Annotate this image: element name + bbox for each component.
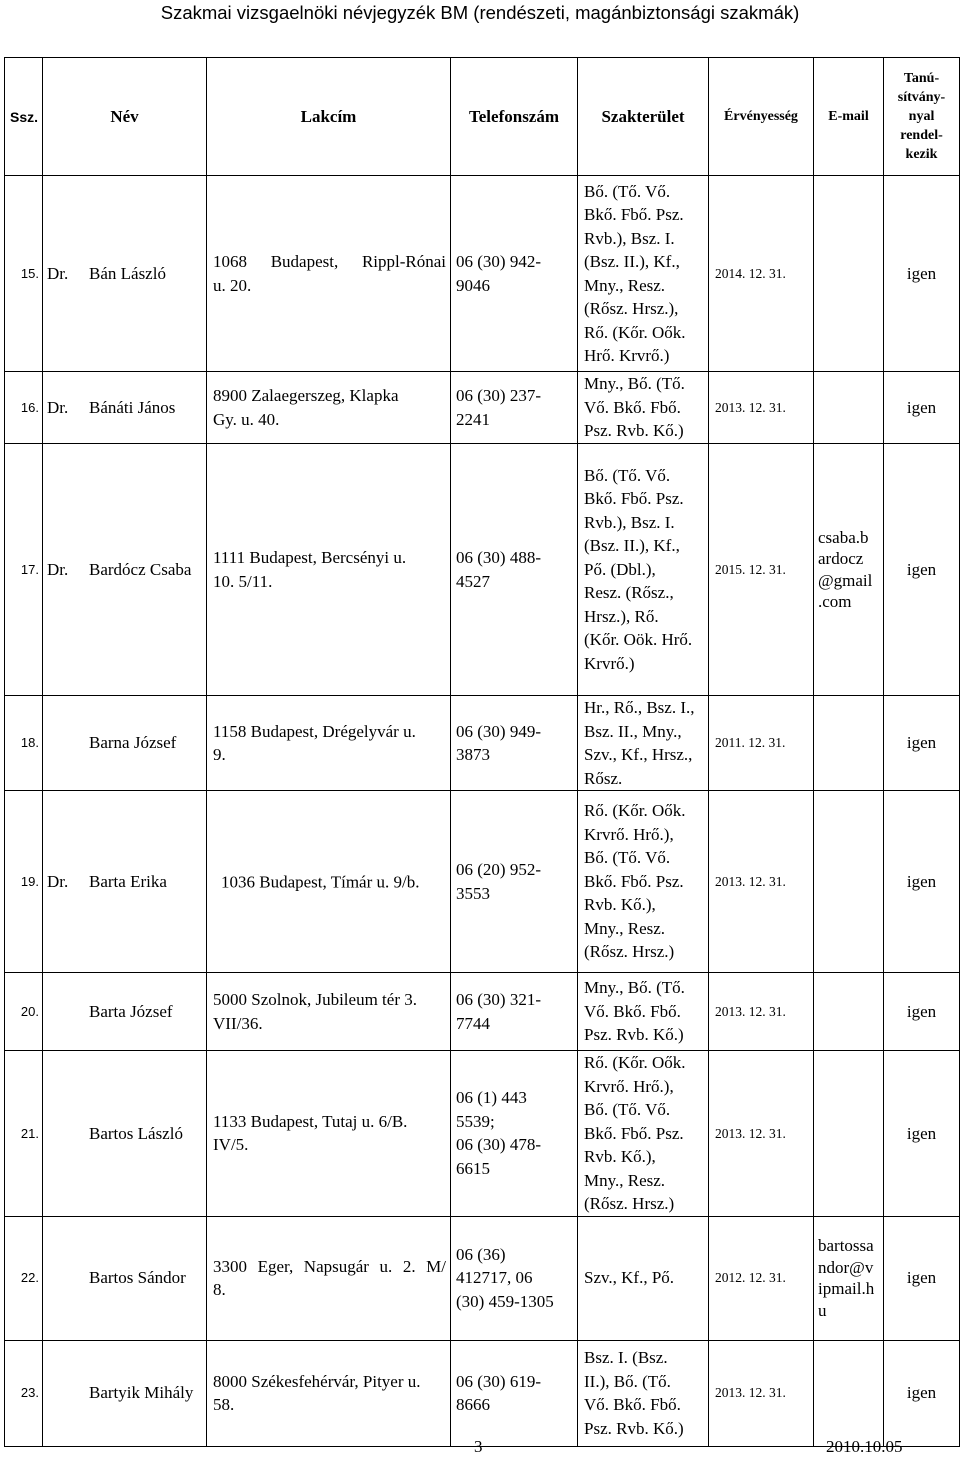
field-line: Psz. Rvb. Kő.) [584, 1025, 684, 1045]
row-name [43, 1340, 207, 1446]
name-prefix: Dr. [47, 871, 69, 891]
row-ssz: 21. [5, 1051, 43, 1217]
address-line: 9. [213, 745, 226, 764]
field-line: Bkő. Fbő. Psz. [584, 205, 684, 224]
field-line: Krvrő. Hrő.), [584, 824, 674, 844]
row-validity: 2013. 12. 31. [709, 372, 814, 444]
address-line: u. 20. [213, 275, 252, 295]
field-line: Rősz. [584, 768, 623, 788]
person-name: Barna József [89, 733, 177, 753]
field-line: Bkő. Fbő. Psz. [584, 1123, 684, 1143]
row-validity: 2012. 12. 31. [709, 1216, 814, 1340]
row-ssz: 19. [5, 791, 43, 973]
phone-line: 06 (1) 443 [456, 1088, 527, 1108]
row-validity: 2014. 12. 31. [709, 176, 814, 372]
row-validity: 2013. 12. 31. [709, 1051, 814, 1217]
row-field [578, 696, 709, 791]
header-email: E-mail [814, 58, 884, 176]
row-email [814, 372, 884, 444]
email-line: bartossa [818, 1236, 874, 1255]
field-line: Rő. (Kőr. Oők. [584, 322, 686, 342]
address-line: 1036 Budapest, Tímár u. 9/b. [221, 871, 420, 891]
phone-line: 06 (20) 952- [456, 860, 541, 879]
person-name: Bánáti János [89, 397, 176, 417]
row-certificate: igen [884, 973, 960, 1051]
email-line: csaba.b [818, 527, 869, 547]
row-validity: 2013. 12. 31. [709, 973, 814, 1051]
table-row [5, 696, 960, 791]
row-certificate: igen [884, 791, 960, 973]
field-line: Krvrő.) [584, 653, 635, 673]
page-number: 3 [474, 1437, 483, 1456]
name-prefix: Dr. [47, 263, 69, 283]
field-line: Vő. Bkő. Fbő. [584, 397, 681, 417]
address-line: 1158 Budapest, Drégelyvár u. [213, 721, 416, 741]
row-ssz: 15. [5, 176, 43, 372]
table-row [5, 1051, 960, 1217]
row-ssz: 20. [5, 973, 43, 1051]
address-line: IV/5. [213, 1135, 249, 1155]
row-field [578, 176, 709, 372]
row-name [43, 176, 207, 372]
header-row [5, 58, 960, 176]
row-phone [451, 372, 578, 444]
phone-line: 6615 [456, 1158, 490, 1178]
field-line: (Bsz. II.), Kf., [584, 252, 680, 271]
field-line: (Rősz. Hrsz.), [584, 299, 679, 318]
field-line: Mny., Resz. [584, 918, 666, 938]
address-line: 8900 Zalaegerszeg, Klapka [213, 386, 399, 405]
field-line: Bő. (Tő. Vő. [584, 848, 671, 868]
field-line: Pő. (Dbl.), [584, 559, 656, 579]
header-name: Név [43, 58, 207, 176]
footer-date: 2010.10.05 [826, 1437, 903, 1456]
row-name [43, 696, 207, 791]
row-certificate: igen [884, 1216, 960, 1340]
header-phone: Telefonszám [451, 58, 578, 176]
field-line: Krvrő. Hrő.), [584, 1076, 674, 1096]
table-row [5, 791, 960, 973]
phone-line: 06 (30) 237- [456, 386, 541, 405]
field-line: (Bsz. II.), Kf., [584, 536, 680, 556]
address-line: 3300 Eger, Napsugár u. 2. M/ [213, 1256, 446, 1276]
email-line: ndor@v [818, 1257, 874, 1277]
row-field [578, 1216, 709, 1340]
row-phone [451, 1051, 578, 1217]
header-certificate-line: rendel- [900, 128, 943, 143]
name-prefix: Dr. [47, 559, 69, 579]
phone-line: 06 (30) 321- [456, 990, 541, 1009]
field-line: Hr., Rő., Bsz. I., [584, 698, 695, 717]
row-email [814, 1216, 884, 1340]
examiner-registry-table [4, 57, 960, 1447]
field-line: Rvb.), Bsz. I. [584, 228, 675, 248]
field-line: (Kőr. Oök. Hrő. [584, 630, 693, 650]
field-line: Mny., Resz. [584, 1170, 666, 1190]
field-line: II.), Bő. (Tő. [584, 1371, 671, 1391]
row-field [578, 444, 709, 696]
row-name [43, 1051, 207, 1217]
field-line: Resz. (Rősz., [584, 583, 674, 603]
person-name: Bardócz Csaba [89, 559, 192, 579]
row-phone [451, 1216, 578, 1340]
row-ssz: 17. [5, 444, 43, 696]
field-line: Psz. Rvb. Kő.) [584, 1418, 684, 1438]
row-certificate: igen [884, 444, 960, 696]
row-email [814, 791, 884, 973]
address-line: 8000 Székesfehérvár, Pityer u. [213, 1371, 421, 1391]
email-line: ardocz [818, 549, 864, 568]
field-line: Rő. (Kőr. Oők. [584, 1053, 686, 1072]
person-name: Bán László [89, 263, 166, 283]
row-phone [451, 973, 578, 1051]
field-line: Bő. (Tő. Vő. [584, 465, 671, 485]
phone-line: 06 (30) 478- [456, 1135, 541, 1155]
row-field [578, 372, 709, 444]
field-line: Vő. Bkő. Fbő. [584, 1395, 681, 1414]
row-ssz: 16. [5, 372, 43, 444]
phone-line: 412717, 06 [456, 1268, 533, 1288]
table-row [5, 1340, 960, 1446]
field-line: Bsz. II., Mny., [584, 721, 682, 741]
phone-line: 8666 [456, 1395, 490, 1414]
row-name [43, 372, 207, 444]
person-name: Bartos Sándor [89, 1268, 186, 1288]
row-address [207, 372, 451, 444]
row-email [814, 973, 884, 1051]
row-name [43, 973, 207, 1051]
person-name: Barta József [89, 1001, 173, 1021]
address-line: Gy. u. 40. [213, 409, 280, 429]
row-field [578, 791, 709, 973]
phone-line: 7744 [456, 1013, 490, 1033]
row-email [814, 1051, 884, 1217]
field-line: (Rősz. Hrsz.) [584, 1194, 675, 1213]
header-field: Szakterület [578, 58, 709, 176]
row-ssz: 18. [5, 696, 43, 791]
phone-line: 3553 [456, 883, 490, 903]
field-line: Vő. Bkő. Fbő. [584, 1001, 681, 1021]
row-address [207, 176, 451, 372]
row-certificate: igen [884, 176, 960, 372]
field-line: Rvb. Kő.), [584, 895, 656, 915]
email-line: ipmail.h [818, 1279, 875, 1298]
row-certificate: igen [884, 696, 960, 791]
phone-line: 4527 [456, 571, 490, 591]
field-line: Hrsz.), Rő. [584, 606, 659, 626]
name-prefix: Dr. [47, 397, 69, 417]
field-line: Bő. (Tő. Vő. [584, 1100, 671, 1119]
address-line: 8. [213, 1280, 226, 1299]
row-name [43, 1216, 207, 1340]
person-name: Bartyik Mihály [89, 1383, 194, 1403]
field-line: Mny., Bő. (Tő. [584, 978, 685, 998]
phone-line: 3873 [456, 745, 490, 764]
field-line: Psz. Rvb. Kő.) [584, 421, 684, 441]
row-phone [451, 1340, 578, 1446]
header-certificate-line: sítvány- [897, 90, 946, 105]
person-name: Bartos László [89, 1123, 183, 1143]
field-line: Rvb.), Bsz. I. [584, 512, 675, 532]
address-line: 10. 5/11. [213, 571, 273, 591]
row-address [207, 791, 451, 973]
row-name [43, 444, 207, 696]
field-line: (Rősz. Hrsz.) [584, 942, 675, 962]
person-name: Barta Erika [89, 871, 167, 891]
row-phone [451, 696, 578, 791]
field-line: Rvb. Kő.), [584, 1147, 656, 1166]
row-address [207, 1051, 451, 1217]
row-email [814, 1340, 884, 1446]
phone-line: 06 (30) 619- [456, 1371, 541, 1391]
row-validity: 2013. 12. 31. [709, 1340, 814, 1446]
row-email [814, 176, 884, 372]
phone-line: 2241 [456, 409, 490, 429]
phone-line: 9046 [456, 275, 490, 295]
row-field [578, 973, 709, 1051]
table-row [5, 176, 960, 372]
field-line: Mny., Resz. [584, 275, 666, 295]
row-validity: 2011. 12. 31. [709, 696, 814, 791]
phone-line: 06 (36) [456, 1244, 506, 1264]
row-name [43, 791, 207, 973]
row-validity: 2013. 12. 31. [709, 791, 814, 973]
field-line: Hrő. Krvrő.) [584, 346, 670, 365]
address-line: 1133 Budapest, Tutaj u. 6/B. [213, 1111, 408, 1131]
row-certificate: igen [884, 1051, 960, 1217]
row-certificate: igen [884, 372, 960, 444]
header-certificate [884, 58, 960, 176]
address-line: VII/36. [213, 1013, 263, 1033]
row-address [207, 973, 451, 1051]
header-certificate-line: nyal [908, 109, 935, 124]
address-line: 1068 Budapest, Rippl-Rónai [213, 252, 446, 271]
row-phone [451, 176, 578, 372]
row-certificate: igen [884, 1340, 960, 1446]
row-ssz: 23. [5, 1340, 43, 1446]
page-title: Szakmai vizsgaelnöki névjegyzék BM (rendészeti, magánbiztonsági szakmák) [160, 2, 800, 23]
phone-line: 06 (30) 488- [456, 548, 541, 567]
table-row [5, 372, 960, 444]
field-line: Szv., Kf., Pő. [584, 1268, 675, 1288]
address-line: 58. [213, 1395, 235, 1414]
header-validity: Érvényesség [709, 58, 814, 176]
phone-line: 06 (30) 949- [456, 721, 541, 741]
phone-line: 06 (30) 942- [456, 252, 541, 271]
email-line: @gmail [818, 570, 873, 590]
row-field [578, 1340, 709, 1446]
phone-line: (30) 459-1305 [456, 1291, 554, 1311]
row-field [578, 1051, 709, 1217]
phone-line: 5539; [456, 1111, 495, 1131]
email-line: .com [818, 592, 852, 611]
address-line: 1111 Budapest, Bercsényi u. [213, 548, 407, 567]
field-line: Mny., Bő. (Tő. [584, 374, 685, 394]
table-row [5, 973, 960, 1051]
field-line: Bsz. I. (Bsz. [584, 1348, 668, 1367]
row-ssz: 22. [5, 1216, 43, 1340]
row-email [814, 444, 884, 696]
email-line: u [818, 1300, 827, 1320]
field-line: Bkő. Fbő. Psz. [584, 489, 684, 509]
header-certificate-line: Tanú- [903, 71, 940, 86]
row-address [207, 444, 451, 696]
header-address: Lakcím [207, 58, 451, 176]
row-email [814, 696, 884, 791]
row-address [207, 1340, 451, 1446]
header-ssz: Ssz. [5, 58, 43, 176]
table-row [5, 1216, 960, 1340]
row-validity: 2015. 12. 31. [709, 444, 814, 696]
field-line: Bkő. Fbő. Psz. [584, 871, 684, 891]
field-line: Bő. (Tő. Vő. [584, 181, 671, 201]
field-line: Szv., Kf., Hrsz., [584, 745, 693, 764]
header-certificate-line: kezik [905, 147, 938, 162]
table-row [5, 444, 960, 696]
row-phone [451, 791, 578, 973]
row-phone [451, 444, 578, 696]
row-address [207, 1216, 451, 1340]
address-line: 5000 Szolnok, Jubileum tér 3. [213, 990, 417, 1009]
row-address [207, 696, 451, 791]
field-line: Rő. (Kőr. Oők. [584, 801, 686, 821]
